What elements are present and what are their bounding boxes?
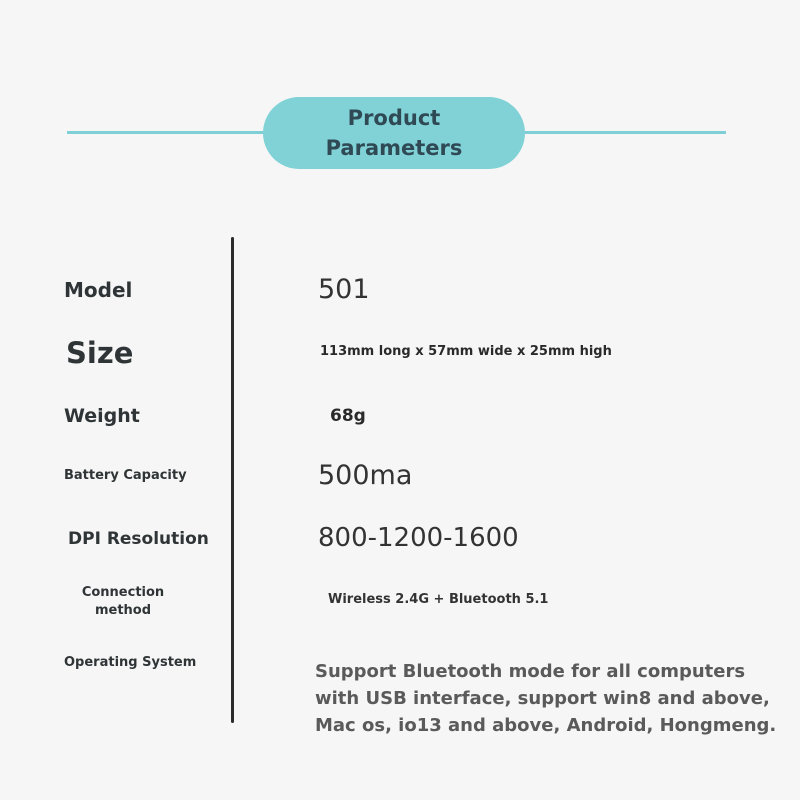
model-value: 501 bbox=[318, 274, 370, 305]
weight-value: 68g bbox=[330, 406, 366, 426]
weight-label: Weight bbox=[64, 405, 140, 427]
connection-value: Wireless 2.4G + Bluetooth 5.1 bbox=[328, 592, 549, 607]
dpi-value: 800-1200-1600 bbox=[318, 523, 519, 553]
size-label: Size bbox=[66, 336, 134, 370]
connection-label-line2: method bbox=[94, 603, 152, 618]
header-line-right bbox=[523, 131, 726, 134]
battery-label: Battery Capacity bbox=[64, 468, 187, 483]
dpi-label: DPI Resolution bbox=[68, 529, 209, 549]
section-title-pill bbox=[263, 97, 525, 169]
size-value: 113mm long x 57mm wide x 25mm high bbox=[320, 344, 612, 359]
os-value bbox=[315, 658, 776, 739]
section-title-line2: Parameters bbox=[325, 136, 463, 160]
connection-label bbox=[64, 584, 182, 620]
header-line-left bbox=[67, 131, 267, 134]
battery-value: 500ma bbox=[318, 460, 413, 491]
os-label: Operating System bbox=[64, 655, 197, 670]
model-label: Model bbox=[64, 278, 133, 302]
os-value-line1: Support Bluetooth mode for all computers bbox=[315, 661, 746, 682]
os-value-line2: with USB interface, support win8 and above, bbox=[315, 688, 770, 709]
section-title-line1: Product bbox=[347, 106, 441, 130]
vertical-divider bbox=[231, 237, 234, 723]
os-value-line3: Mac os, io13 and above, Android, Hongmeng. bbox=[315, 715, 777, 736]
connection-label-line1: Connection bbox=[81, 585, 165, 600]
